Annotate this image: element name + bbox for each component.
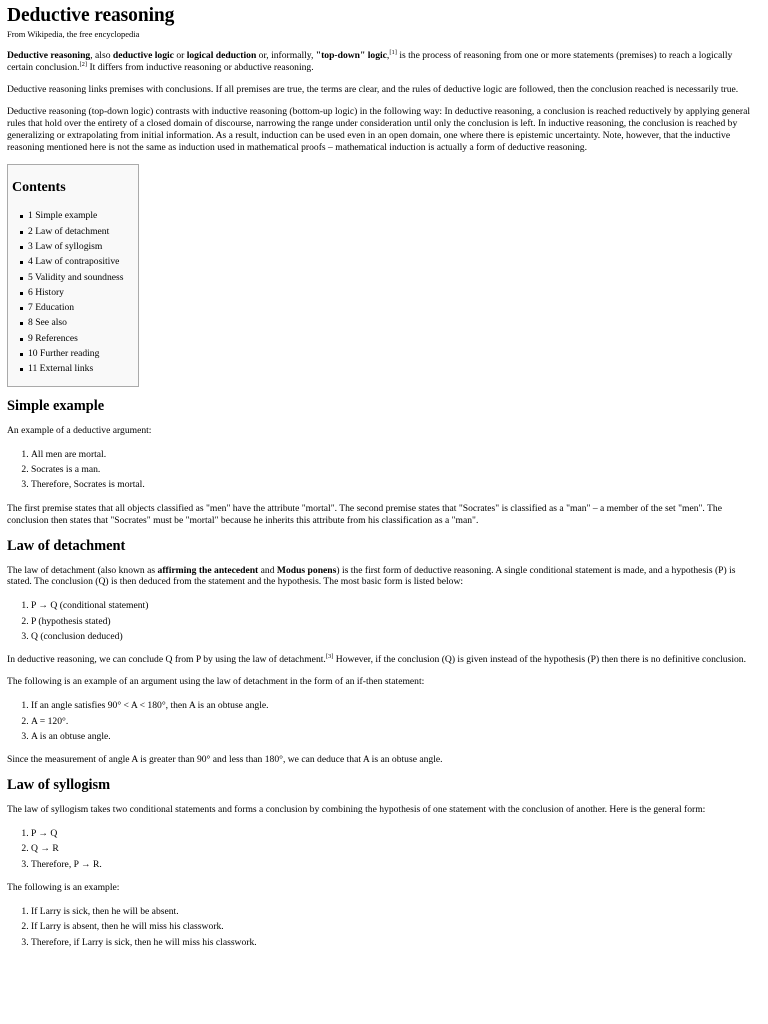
toc-title: Contents: [12, 179, 66, 195]
section-paragraph: The first premise states that all objects classified as "men" have the attribute "mortal". The second premise states that "Socrates" is classified as a "man" – a member of the set "men". The conclusion then states that "Socrates" must be "mortal" because he inherits this attribute from his classification as a "man".: [7, 502, 722, 526]
example-list: [7, 904, 760, 950]
form-list: [7, 826, 760, 872]
link-top-down-logic[interactable]: "top-down" logic: [315, 50, 387, 61]
intro-paragraph-3: Deductive reasoning (top-down logic) contrasts with inductive reasoning (bottom-up logic) in the following way: In deductive reasoning, a conclusion is reached reductively by applying general rules that hold over the entirety of a closed domain of discourse, narrowing the range under consideration until only the conclusion is left. In inductive reasoning, the conclusion is reached by generalizing or extrapolating from initial information. As a result, induction can be used even in an open domain, one where there is epistemic uncertainty. Note, however, that the inductive reasoning mentioned here is not the same as induction used in mathematical proofs – mathematical induction is actually a form of deductive reasoning.: [7, 105, 751, 153]
citation-link[interactable]: [3]: [325, 653, 334, 661]
form-list: [7, 598, 760, 644]
link-affirming-the-antecedent[interactable]: affirming the antecedent: [157, 564, 259, 576]
section-paragraph: The following is an example of an argument using the law of detachment in the form of an if-then statement:: [7, 676, 425, 688]
link-deductive-logic[interactable]: deductive logic: [112, 50, 174, 61]
list-item: 1. If Larry is sick, then he will be absent.: [31, 904, 760, 919]
toc-item[interactable]: 11 External links: [28, 361, 130, 376]
toc-item[interactable]: 2 Law of detachment: [28, 224, 130, 239]
section-paragraph: An example of a deductive argument:: [7, 424, 152, 436]
citation-link[interactable]: [2]: [79, 60, 88, 68]
toc-item[interactable]: 1 Simple example: [28, 208, 130, 223]
list-item: 3. Therefore, if Larry is sick, then he will miss his classwork.: [31, 935, 760, 950]
list-item: 1. If an angle satisfies 90° < A < 180°, then A is an obtuse angle.: [31, 698, 760, 713]
example-list: [7, 698, 760, 744]
list-item: 2. Q → R: [31, 841, 760, 856]
list-item: 1. P → Q: [31, 826, 760, 841]
list-item: 1. All men are mortal.: [31, 447, 760, 462]
toc-list: [12, 208, 130, 376]
section-paragraph: The law of detachment (also known as affirming the antecedent and Modus ponens) is the first form of deductive reasoning. A single conditional statement is made, and a hypothesis (P) is stated. The conclusion (Q) is then deduced from the statement and the hypothesis. The most basic form is listed below:: [7, 564, 736, 588]
toc-item[interactable]: 5 Validity and soundness: [28, 270, 130, 285]
example-list: [7, 447, 760, 493]
list-item: 2. If Larry is absent, then he will miss his classwork.: [31, 919, 760, 934]
toc-item[interactable]: 10 Further reading: [28, 346, 130, 361]
citation-link[interactable]: [1]: [389, 49, 397, 56]
toc-item[interactable]: 6 History: [28, 285, 130, 300]
link-modus-ponens[interactable]: Modus ponens: [276, 564, 337, 576]
section-heading-law-of-syllogism: Law of syllogism: [7, 777, 111, 794]
toc-item[interactable]: 7 Education: [28, 300, 130, 315]
list-item: 1. P → Q (conditional statement): [31, 598, 760, 613]
bold-term: Deductive reasoning: [7, 50, 91, 61]
list-item: 3. A is an obtuse angle.: [31, 729, 760, 744]
tagline: From Wikipedia, the free encyclopedia: [7, 29, 140, 40]
toc-item[interactable]: 4 Law of contrapositive: [28, 254, 130, 269]
section-paragraph: The following is an example:: [7, 882, 120, 894]
toc-item[interactable]: 8 See also: [28, 315, 130, 330]
list-item: 3. Therefore, P → R.: [31, 857, 760, 872]
page-title: Deductive reasoning: [7, 5, 175, 26]
list-item: 2. Socrates is a man.: [31, 462, 760, 477]
toc-item[interactable]: 9 References: [28, 331, 130, 346]
list-item: 3. Therefore, Socrates is mortal.: [31, 477, 760, 492]
list-item: 2. P (hypothesis stated): [31, 614, 760, 629]
section-paragraph: The law of syllogism takes two conditional statements and forms a conclusion by combining the hypothesis of one statement with the conclusion of another. Here is the general form:: [7, 804, 706, 816]
link-logical-deduction[interactable]: logical deduction: [186, 50, 257, 61]
table-of-contents: [7, 164, 139, 387]
list-item: 3. Q (conclusion deduced): [31, 629, 760, 644]
section-heading-simple-example: Simple example: [7, 397, 105, 414]
toc-item[interactable]: 3 Law of syllogism: [28, 239, 130, 254]
intro-paragraph-2: Deductive reasoning links premises with conclusions. If all premises are true, the terms are clear, and the rules of deductive logic are followed, then the conclusion reached is necessarily true.: [7, 83, 739, 95]
list-item: 2. A = 120°.: [31, 714, 760, 729]
section-paragraph: Since the measurement of angle A is greater than 90° and less than 180°, we can deduce that A is an obtuse angle.: [7, 754, 443, 766]
section-heading-law-of-detachment: Law of detachment: [7, 537, 126, 554]
intro-paragraph-1: Deductive reasoning, also deductive logic or logical deduction or, informally, "top-down" logic,[1] is the process of reasoning from one or more statements (premises) to reach a logically certain conclusion.[2] It differs from inductive reasoning or abductive reasoning.: [7, 49, 733, 73]
section-paragraph: In deductive reasoning, we can conclude Q from P by using the law of detachment.[3] However, if the conclusion (Q) is given instead of the hypothesis (P) then there is no definitive conclusion.: [7, 653, 746, 666]
